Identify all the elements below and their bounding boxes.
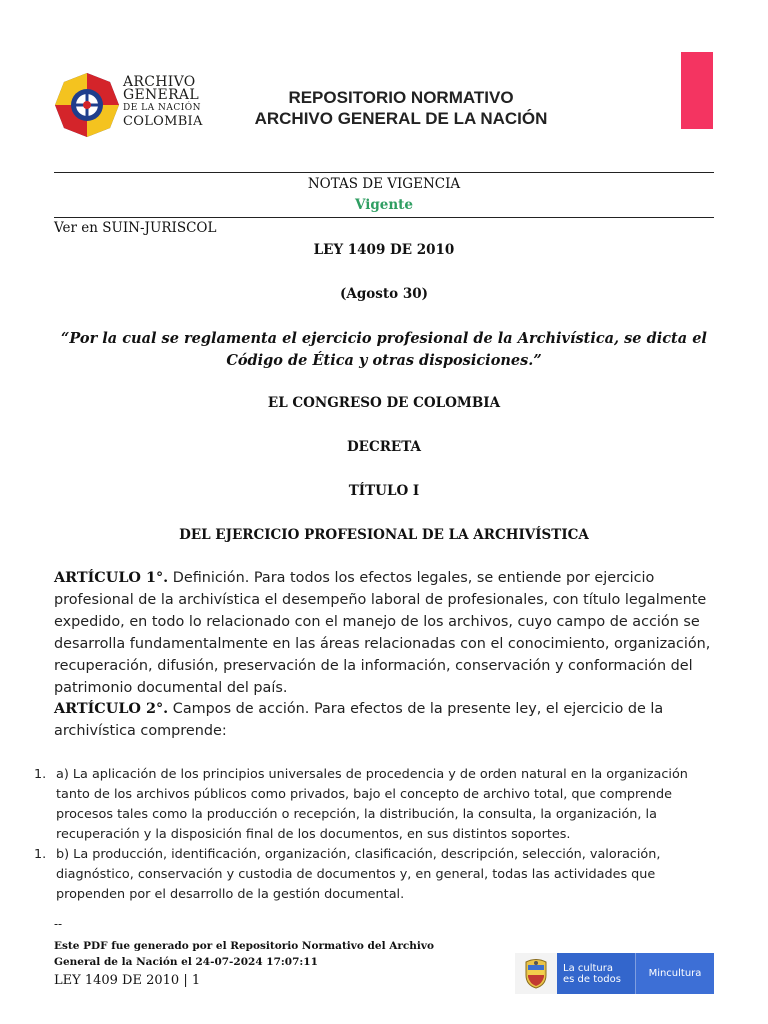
epigraph-line-1: “Por la cual se reglamenta el ejercicio profesional de la Archivística, se dicta el: [61, 330, 707, 347]
issuer-heading: EL CONGRESO DE COLOMBIA: [267, 395, 501, 411]
suin-juriscol-link[interactable]: Ver en SUIN-JURISCOL: [54, 220, 217, 236]
page-footer: LEY 1409 DE 2010 | 1: [54, 973, 201, 988]
list-item: [34, 845, 718, 905]
logo-line-2: GENERAL: [123, 87, 199, 103]
repository-title-line-2: ARCHIVO GENERAL DE LA NACIÓN: [254, 109, 548, 128]
generation-note: Este PDF fue generado por el Repositorio Normativo del Archivo General de la Nación el 24-07-2024 17:07:11: [54, 940, 435, 968]
logo-line-3: DE LA NACIÓN: [123, 103, 202, 113]
archivo-general-seal-icon: [54, 72, 120, 138]
agn-logo-text: [123, 76, 203, 128]
footer-separator: --: [54, 917, 63, 931]
header: [0, 0, 768, 170]
article-2: [54, 698, 716, 742]
decreta-heading: DECRETA: [346, 439, 422, 455]
article-1-label: ARTÍCULO 1°.: [54, 569, 169, 586]
mincultura-name: Mincultura: [636, 953, 714, 994]
list-item: [34, 765, 718, 845]
divider-top: [54, 172, 714, 173]
list-item-number: 1.: [34, 847, 47, 862]
mincultura-logo: [515, 953, 714, 994]
logo-line-1: ARCHIVO: [123, 74, 196, 90]
slogan-line-1: La cultura: [563, 962, 613, 974]
law-epigraph: [54, 328, 714, 372]
article-1: [54, 567, 716, 699]
colombia-shield-icon: [515, 953, 557, 994]
law-date: (Agosto 30): [339, 286, 429, 302]
epigraph-line-2: Código de Ética y otras disposiciones.”: [226, 352, 542, 369]
law-number: LEY 1409 DE 2010: [313, 242, 455, 258]
vigencia-status: Vigente: [354, 197, 414, 213]
slogan-line-2: es de todos: [563, 973, 621, 985]
cultura-slogan: [557, 953, 635, 994]
article-1-text: Definición. Para todos los efectos legales, se entiende por ejercicio profesional de la archivística el desempeño laboral de profesionales, con título legalmente expedido, en todo lo relacionado con el manejo de los archivos, cuyo campo de acción se desarrolla fundamentalmente en las áreas relacionadas con el conocimiento, organización, recuperación, difusión, preservación de la información, conservación y conformación del patrimonio documental del país.: [54, 570, 711, 696]
article-2-label: ARTÍCULO 2°.: [54, 700, 169, 717]
accent-bar: [681, 52, 713, 129]
repository-title-line-1: REPOSITORIO NORMATIVO: [288, 88, 514, 107]
repository-title: [226, 87, 576, 129]
list-item-text: a) La aplicación de los principios universales de procedencia y de orden natural en la organización tanto de los archivos públicos como privados, bajo el concepto de archivo total, que comprende procesos tales como la producción o recepción, la distribución, la consulta, la organización, la recuperación y la disposición final de los documentos, en sus distintos soportes.: [56, 767, 688, 842]
divider-bottom: [54, 217, 714, 218]
article-2-text: Campos de acción. Para efectos de la presente ley, el ejercicio de la archivística comprende:: [54, 701, 664, 739]
title-heading: TÍTULO I: [348, 483, 420, 499]
list-item-text: b) La producción, identificación, organización, clasificación, descripción, selección, valoración, diagnóstico, conservación y custodia de documentos y, en general, todas las actividades que propenden por el desarrollo de la gestión documental.: [56, 847, 661, 902]
list-item-number: 1.: [34, 767, 47, 782]
vigencia-label: NOTAS DE VIGENCIA: [307, 176, 461, 192]
title-name: DEL EJERCICIO PROFESIONAL DE LA ARCHIVÍSTICA: [179, 527, 589, 543]
logo-line-4: COLOMBIA: [123, 114, 203, 129]
